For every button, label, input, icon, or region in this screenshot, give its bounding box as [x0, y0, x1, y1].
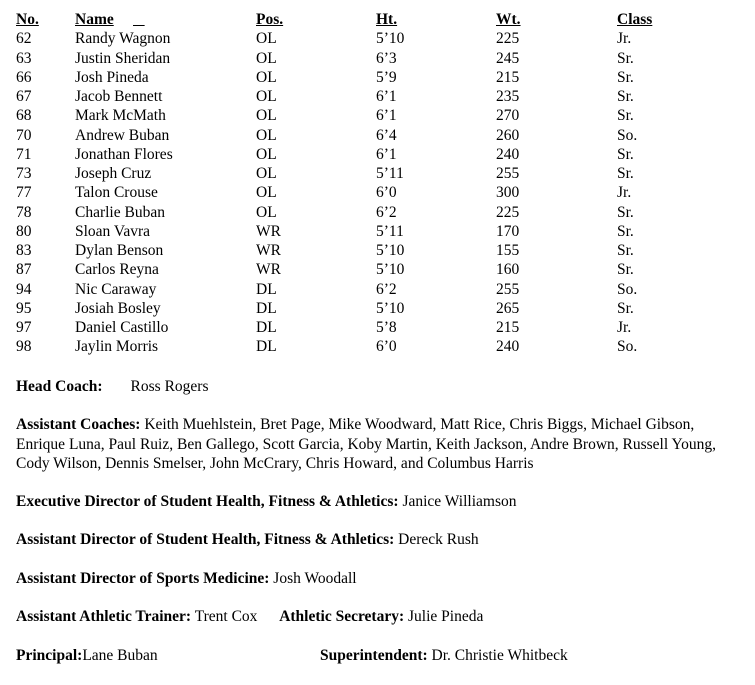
player-weight: 225	[496, 203, 520, 221]
player-position: OL	[256, 30, 277, 48]
player-class: Sr.	[617, 68, 634, 86]
player-number: 83	[16, 242, 32, 259]
player-height: 6’0	[376, 338, 397, 356]
roster-row	[16, 280, 716, 299]
player-class: Sr.	[617, 222, 634, 240]
athletic-secretary-label: Athletic Secretary:	[279, 608, 405, 625]
roster-row	[16, 203, 716, 222]
player-class: So.	[617, 338, 638, 356]
player-class: So.	[617, 126, 638, 144]
header-no: No.	[16, 11, 39, 28]
roster-row	[16, 49, 716, 68]
player-number: 95	[16, 299, 32, 317]
player-height: 5’11	[376, 165, 404, 182]
player-position: OL	[256, 68, 277, 86]
roster-row	[16, 106, 716, 125]
roster-row	[16, 183, 716, 202]
player-weight: 255	[496, 280, 520, 298]
player-number: 71	[16, 145, 32, 163]
player-position: OL	[256, 49, 277, 67]
player-position: OL	[256, 107, 277, 125]
player-height: 5’10	[376, 242, 405, 259]
player-number: 62	[16, 30, 32, 48]
player-height: 5’10	[376, 261, 405, 279]
player-weight: 255	[496, 165, 520, 182]
header-ht: Ht.	[376, 11, 398, 28]
superintendent-name: Dr. Christie Whitbeck	[431, 647, 568, 664]
player-position: OL	[256, 145, 277, 163]
asst-director-label: Assistant Director of Student Health, Fitness & Athletics:	[16, 531, 395, 548]
player-class: Sr.	[617, 88, 634, 105]
player-name: Dylan Benson	[75, 242, 164, 259]
asst-director-name: Dereck Rush	[398, 531, 479, 548]
roster-row	[16, 126, 716, 145]
player-position: OL	[256, 203, 277, 221]
player-name: Jonathan Flores	[75, 145, 173, 163]
roster-row	[16, 68, 716, 87]
player-weight: 245	[496, 49, 520, 67]
player-number: 63	[16, 49, 32, 67]
player-number: 87	[16, 261, 32, 279]
player-class: Sr.	[617, 107, 634, 125]
player-position: WR	[256, 261, 281, 279]
roster-row	[16, 299, 716, 318]
roster-table	[16, 10, 716, 357]
roster-header-row	[16, 10, 716, 29]
player-weight: 260	[496, 126, 520, 144]
head-coach-name: Ross Rogers	[130, 378, 209, 395]
player-class: Sr.	[617, 165, 634, 182]
player-number: 73	[16, 165, 32, 182]
roster-row	[16, 87, 716, 106]
player-name: Joseph Cruz	[75, 165, 152, 182]
player-name: Daniel Castillo	[75, 319, 169, 336]
player-weight: 265	[496, 299, 520, 317]
player-name: Andrew Buban	[75, 126, 170, 144]
player-weight: 225	[496, 30, 520, 48]
player-name: Nic Caraway	[75, 280, 157, 298]
player-position: OL	[256, 126, 277, 144]
sports-medicine-line	[16, 569, 736, 589]
player-position: DL	[256, 299, 277, 317]
player-number: 70	[16, 126, 32, 144]
header-wt: Wt.	[496, 11, 521, 28]
athletic-trainer-name: Trent Cox	[194, 608, 258, 625]
player-height: 6’0	[376, 184, 397, 202]
player-weight: 270	[496, 107, 520, 125]
player-number: 66	[16, 68, 32, 86]
roster-row	[16, 222, 716, 241]
header-name-underline	[133, 10, 145, 29]
exec-director-label: Executive Director of Student Health, Fitness & Athletics:	[16, 493, 399, 510]
superintendent-label: Superintendent:	[320, 647, 428, 664]
roster-row	[16, 241, 716, 260]
player-position: OL	[256, 88, 277, 105]
principal-name: Lane Buban	[82, 647, 158, 664]
player-position: DL	[256, 338, 277, 356]
player-class: Jr.	[617, 30, 632, 48]
player-height: 6’4	[376, 126, 397, 144]
player-height: 6’1	[376, 107, 397, 125]
assistant-coaches-label: Assistant Coaches:	[16, 416, 141, 433]
player-class: Sr.	[617, 261, 634, 279]
exec-director-name: Janice Williamson	[402, 493, 517, 510]
player-name: Jacob Bennett	[75, 88, 163, 105]
player-weight: 170	[496, 222, 520, 240]
sports-medicine-name: Josh Woodall	[273, 570, 357, 587]
sports-medicine-label: Assistant Director of Sports Medicine:	[16, 570, 270, 587]
roster-body	[16, 29, 716, 356]
player-class: Sr.	[617, 299, 634, 317]
athletic-trainer-label: Assistant Athletic Trainer:	[16, 608, 192, 625]
player-height: 5’8	[376, 319, 397, 336]
player-name: Sloan Vavra	[75, 222, 151, 240]
player-position: OL	[256, 165, 277, 182]
player-weight: 160	[496, 261, 520, 279]
header-name: Name	[75, 11, 114, 28]
player-name: Josiah Bosley	[75, 299, 161, 317]
player-class: Jr.	[617, 184, 632, 202]
asst-director-line	[16, 530, 736, 550]
player-height: 6’1	[376, 88, 397, 105]
player-number: 78	[16, 203, 32, 221]
player-weight: 215	[496, 319, 520, 336]
player-weight: 300	[496, 184, 520, 202]
player-number: 67	[16, 88, 32, 105]
player-name: Talon Crouse	[75, 184, 158, 202]
player-weight: 240	[496, 145, 520, 163]
player-height: 5’10	[376, 299, 405, 317]
header-class: Class	[617, 11, 653, 28]
player-height: 6’2	[376, 203, 397, 221]
assistant-coaches-names: Keith Muehlstein, Bret Page, Mike Woodward, Matt Rice, Chris Biggs, Michael Gibson, Enrique Luna, Paul Ruiz, Ben Gallego, Scott Garcia, Koby Martin, Keith Jackson, Andre Brown, Russell Young, Cody Wilson, Dennis Smelser, John McCrary, Chris Howard, and Columbus Harris	[16, 416, 716, 472]
player-class: Sr.	[617, 203, 634, 221]
player-class: Sr.	[617, 49, 634, 67]
roster-row	[16, 29, 716, 48]
player-position: DL	[256, 280, 277, 298]
player-class: So.	[617, 280, 638, 298]
roster-row	[16, 145, 716, 164]
trainer-secretary-line	[16, 607, 736, 627]
player-number: 77	[16, 184, 32, 202]
player-name: Justin Sheridan	[75, 49, 171, 67]
superintendent-line	[320, 646, 740, 666]
player-name: Josh Pineda	[75, 68, 149, 86]
roster-row	[16, 337, 716, 356]
player-height: 6’3	[376, 49, 397, 67]
player-weight: 235	[496, 88, 520, 105]
roster-row	[16, 260, 716, 279]
head-coach-line	[16, 377, 736, 397]
header-pos: Pos.	[256, 11, 284, 28]
player-position: WR	[256, 242, 281, 259]
player-position: DL	[256, 319, 277, 336]
principal-label: Principal:	[16, 647, 83, 664]
player-name: Carlos Reyna	[75, 261, 159, 279]
player-number: 80	[16, 222, 32, 240]
player-class: Sr.	[617, 145, 634, 163]
player-weight: 240	[496, 338, 520, 356]
exec-director-line	[16, 492, 736, 512]
assistant-coaches-paragraph	[16, 415, 736, 474]
player-class: Sr.	[617, 242, 634, 259]
player-name: Charlie Buban	[75, 203, 165, 221]
player-number: 94	[16, 280, 32, 298]
player-number: 97	[16, 319, 32, 336]
player-position: WR	[256, 222, 281, 240]
player-name: Jaylin Morris	[75, 338, 159, 356]
player-height: 5’11	[376, 222, 404, 240]
head-coach-label: Head Coach:	[16, 378, 103, 395]
player-weight: 155	[496, 242, 520, 259]
player-height: 5’9	[376, 68, 397, 86]
player-weight: 215	[496, 68, 520, 86]
roster-row	[16, 318, 716, 337]
player-name: Mark McMath	[75, 107, 166, 125]
player-number: 68	[16, 107, 32, 125]
player-name: Randy Wagnon	[75, 30, 171, 48]
player-height: 5’10	[376, 30, 405, 48]
athletic-secretary-name: Julie Pineda	[408, 608, 484, 625]
player-number: 98	[16, 338, 32, 356]
player-height: 6’1	[376, 145, 397, 163]
player-class: Jr.	[617, 319, 632, 336]
player-height: 6’2	[376, 280, 397, 298]
roster-row	[16, 164, 716, 183]
player-position: OL	[256, 184, 277, 202]
